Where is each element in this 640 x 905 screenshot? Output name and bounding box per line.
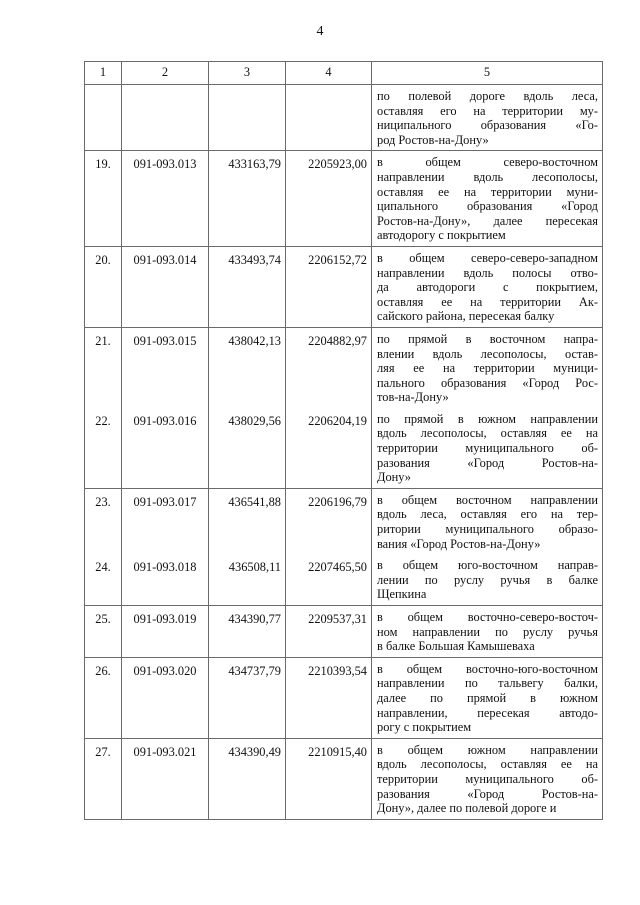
description-line: вдоль леса, оставляя его на тер- [377, 507, 598, 522]
description-line: направлении вдоль полосы отво- [377, 265, 598, 280]
y-coordinate-cell: 2204882,97 [286, 327, 372, 407]
description-line: сайского района, пересекая балку [377, 309, 555, 324]
column-header: 4 [286, 62, 372, 85]
x-coordinate-cell: 433493,74 [209, 246, 286, 327]
description-line: в общем восточно-юго-восточном [377, 661, 598, 676]
boundary-description-cell [372, 738, 603, 819]
table-row [85, 246, 603, 327]
description-line: оставляя ее на территории Ак- [377, 294, 598, 309]
description-line: по полевой дороге вдоль леса, [377, 89, 598, 103]
x-coordinate-cell: 434390,49 [209, 738, 286, 819]
table-header-row [85, 62, 603, 85]
row-number-cell: 24. [85, 554, 122, 605]
description-line: разования «Город Ростов-на- [377, 786, 598, 801]
description-line: в общем северо-восточном [377, 155, 598, 170]
boundary-points-table [84, 61, 603, 820]
column-header: 3 [209, 62, 286, 85]
description-line: по прямой в южном направлении [377, 411, 598, 426]
point-code-cell: 091-093.019 [122, 606, 209, 658]
description-line: оставляя ее на территории муни- [377, 184, 598, 199]
description-line: Дону», далее по полевой дороге и [377, 801, 557, 816]
description-line: в общем восточно-северо-восточ- [377, 610, 598, 624]
description-line: направлении по тальвегу балки, [377, 676, 598, 691]
description-line: вдоль лесополосы, оставляя ее на [377, 757, 598, 772]
description-line: автодорогу с покрытием [377, 228, 506, 243]
description-line: ритории муниципального образо- [377, 522, 598, 537]
x-coordinate-cell: 434390,77 [209, 606, 286, 658]
description-line: пального образования «Город Рос- [377, 375, 598, 390]
point-code-cell: 091-093.020 [122, 657, 209, 738]
description-line: ном направлении по руслу ручья [377, 624, 598, 639]
description-line: Щепкина [377, 587, 427, 602]
description-line: территории муниципального об- [377, 771, 598, 786]
description-line: в общем восточном направлении [377, 492, 598, 507]
point-code-cell: 091-093.016 [122, 408, 209, 488]
description-line: направлении вдоль лесополосы, [377, 169, 598, 184]
point-code-cell: 091-093.017 [122, 488, 209, 554]
description-line: далее по прямой в южном [377, 690, 598, 705]
x-coordinate-cell [209, 85, 286, 151]
table-row [85, 151, 603, 247]
boundary-description-cell [372, 488, 603, 554]
description-line: ципального образования «Город [377, 199, 598, 214]
row-number-cell [85, 85, 122, 151]
description-line: направлении, пересекая автодо- [377, 705, 598, 720]
description-line: род Ростов-на-Дону» [377, 132, 489, 147]
point-code-cell: 091-093.018 [122, 554, 209, 605]
description-line: разования «Город Ростов-на- [377, 455, 598, 470]
page-number: 4 [316, 24, 324, 39]
point-code-cell [122, 85, 209, 151]
y-coordinate-cell [286, 85, 372, 151]
description-line: территории муниципального об- [377, 441, 598, 456]
description-line: рогу с покрытием [377, 720, 472, 735]
description-line: Дону» [377, 470, 411, 485]
description-line: в общем северо-северо-западном [377, 250, 598, 265]
description-line: оставляя его на территории му- [377, 103, 598, 118]
x-coordinate-cell: 438029,56 [209, 408, 286, 488]
description-line: по прямой в восточном напра- [377, 331, 598, 346]
row-number-cell: 25. [85, 606, 122, 658]
x-coordinate-cell: 438042,13 [209, 327, 286, 407]
x-coordinate-cell: 436541,88 [209, 488, 286, 554]
table-row [85, 738, 603, 819]
point-code-cell: 091-093.014 [122, 246, 209, 327]
boundary-description-cell [372, 151, 603, 247]
x-coordinate-cell: 433163,79 [209, 151, 286, 247]
column-header: 1 [85, 62, 122, 85]
boundary-description-cell [372, 327, 603, 407]
y-coordinate-cell: 2205923,00 [286, 151, 372, 247]
description-line: влении вдоль лесополосы, остав- [377, 346, 598, 361]
y-coordinate-cell: 2206204,19 [286, 408, 372, 488]
row-number-cell: 20. [85, 246, 122, 327]
row-number-cell: 26. [85, 657, 122, 738]
table-row [85, 657, 603, 738]
boundary-description-cell [372, 246, 603, 327]
point-code-cell: 091-093.013 [122, 151, 209, 247]
description-line: в общем юго-восточном направ- [377, 558, 598, 573]
table-row [85, 488, 603, 554]
table-row [85, 606, 603, 658]
description-line: лении по руслу ручья в балке [377, 572, 598, 587]
y-coordinate-cell: 2210915,40 [286, 738, 372, 819]
boundary-description-cell [372, 657, 603, 738]
x-coordinate-cell: 434737,79 [209, 657, 286, 738]
row-number-cell: 19. [85, 151, 122, 247]
row-number-cell: 27. [85, 738, 122, 819]
table-row [85, 554, 603, 605]
boundary-description-cell [372, 554, 603, 605]
description-line: да автодороги с покрытием, [377, 280, 598, 295]
description-line: Ростов-на-Дону», далее пересекая [377, 213, 598, 228]
y-coordinate-cell: 2207465,50 [286, 554, 372, 605]
x-coordinate-cell: 436508,11 [209, 554, 286, 605]
table-row [85, 408, 603, 488]
y-coordinate-cell: 2209537,31 [286, 606, 372, 658]
boundary-description-cell [372, 408, 603, 488]
y-coordinate-cell: 2206152,72 [286, 246, 372, 327]
table-row [85, 327, 603, 407]
y-coordinate-cell: 2210393,54 [286, 657, 372, 738]
boundary-description-cell [372, 85, 603, 151]
boundary-description-cell [372, 606, 603, 658]
row-number-cell: 23. [85, 488, 122, 554]
column-header: 5 [372, 62, 603, 85]
table-row [85, 85, 603, 151]
point-code-cell: 091-093.015 [122, 327, 209, 407]
row-number-cell: 21. [85, 327, 122, 407]
point-code-cell: 091-093.021 [122, 738, 209, 819]
description-line: ниципального образования «Го- [377, 118, 598, 133]
description-line: в общем южном направлении [377, 742, 598, 757]
description-line: тов-на-Дону» [377, 390, 449, 405]
description-line: ляя ее на территории муници- [377, 361, 598, 376]
description-line: вдоль лесополосы, оставляя ее на [377, 426, 598, 441]
description-line: в балке Большая Камышеваха [377, 639, 535, 654]
y-coordinate-cell: 2206196,79 [286, 488, 372, 554]
column-header: 2 [122, 62, 209, 85]
row-number-cell: 22. [85, 408, 122, 488]
description-line: вания «Город Ростов-на-Дону» [377, 536, 541, 551]
